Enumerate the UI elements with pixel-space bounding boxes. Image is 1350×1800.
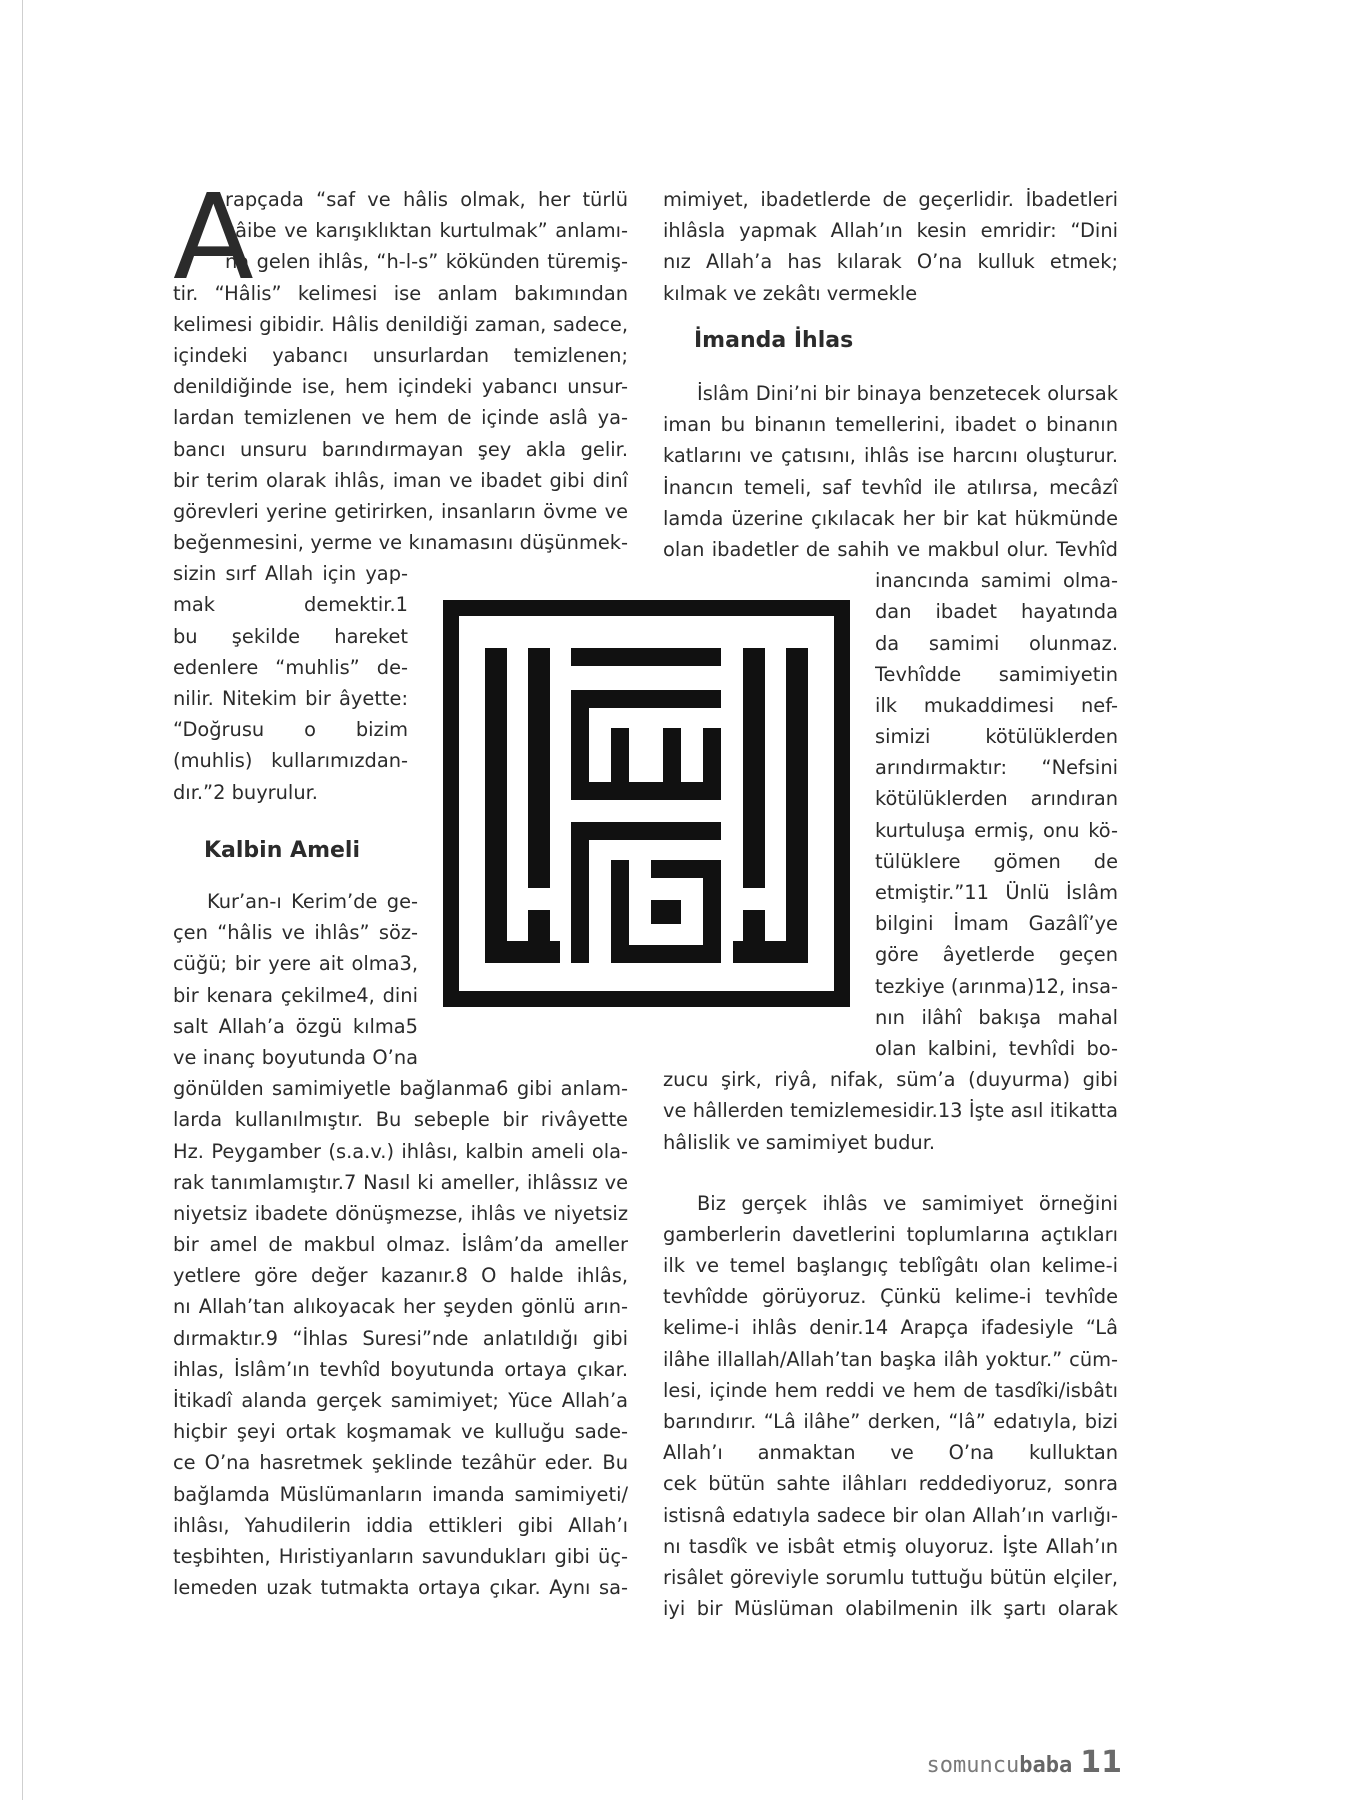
footer [927,1745,1122,1780]
text-line: Hz. Peygamber (s.a.v.) ihlâsı, kalbin ameli ola- [173,1139,628,1163]
text-line: ilk ve temel başlangıç teblîgâtı olan kelime-i [663,1254,1118,1278]
text-line: iyi bir Müslüman olabilmenin ilk şartı olarak [663,1597,1118,1621]
text-line: na gelen ihlâs, “h-l-s” kökünden türemiş- [225,250,628,274]
text-line: tezkiye (arınma)12, insa- [875,974,1118,998]
text-line: kılmak ve zekâtı vermekle [663,281,918,305]
text-line: nı tasdîk ve isbât etmiş oluyoruz. İşte Allah’ın [663,1534,1118,1558]
text-line: ihlas, İslâm’ın tevhîd boyutunda ortaya çıkar. [173,1357,628,1381]
text-line: teşbihten, Hıristiyanların savundukları gibi üç- [173,1544,628,1568]
text-line: nı Allah’tan alıkoyacak her şeyden gönlü arın- [173,1295,628,1319]
text-line: mak demektir.1 [173,593,408,617]
text-line: bu şekilde hareket [173,624,408,648]
text-line: olan ibadetler de sahih ve makbul olur. Tevhîd [663,537,1118,561]
text-line: dırmaktır.9 “İhlas Suresi”nde anlatıldığı gibi [173,1326,628,1350]
text-line: cüğü; bir yere ait olma3, [173,952,418,976]
text-line: arındırmaktır: “Nefsini [875,756,1118,780]
text-line: istisnâ edatıyla sadece bir olan Allah’ın varlığı- [663,1503,1118,1527]
text-line: Tevhîdde samimiyetin [875,662,1118,686]
text-line: lemeden uzak tutmakta ortaya çıkar. Aynı sa- [173,1576,628,1600]
page-number: 11 [1080,1745,1122,1780]
text-line: içindeki yabancı unsurlardan temizlenen; [173,343,628,367]
text-line: etmiştir.”11 Ünlü İslâm [875,881,1118,904]
text-line: larda kullanılmıştır. Bu sebeple bir rivâyette [173,1108,628,1132]
text-line: bir amel de makbul olmaz. İslâm’da ameller [173,1233,628,1257]
text-line: rak tanımlamıştır.7 Nasıl ki ameller, ihlâssız ve [173,1170,628,1194]
text-line: nilir. Nitekim bir âyette: [173,687,408,710]
text-line: cek bütün sahte ilâhları reddediyoruz, sonra [663,1472,1118,1496]
text-line: kötülüklerden arındıran [875,787,1118,811]
text-line: çen “hâlis ve ihlâs” söz- [173,921,418,945]
text-line: ihlâsla yapmak Allah’ın kesin emridir: “Dini [663,219,1118,243]
text-line: lamda üzerine çıkılacak her bir kat hükmünde [663,506,1118,530]
text-line: Kur’an-ı Kerim’de ge- [207,890,418,913]
kufic-calligraphy-icon [443,600,850,1007]
text-line: da samimi olunmaz. [875,631,1118,655]
page-edge-rule [22,0,23,1800]
text-line: rapçada “saf ve hâlis olmak, her türlü [225,188,628,211]
text-line: kurtuluşa ermiş, onu kö- [875,818,1118,842]
text-line: tülüklere gömen de [875,849,1118,873]
text-line: kelime-i ihlâs denir.14 Arapça ifadesiyle “Lâ [663,1316,1118,1340]
text-line: İnancın temeli, saf tevhîd ile atılırsa, mecâzî [663,475,1118,499]
text-line: niyetsiz ibadete dönüşmezse, ihlâs ve niyetsiz [173,1201,628,1225]
text-line: İtikadî alanda gerçek samimiyet; Yüce Allah’a [173,1389,628,1412]
text-line: tir. “Hâlis” kelimesi ise anlam bakımından [173,281,628,305]
text-line: gönülden samimiyetle bağlanma6 gibi anlam- [173,1077,628,1101]
text-line: göre âyetlerde geçen [875,943,1118,967]
text-line: Biz gerçek ihlâs ve samimiyet örneğini [697,1191,1118,1215]
text-line: ihlâsı, Yahudilerin iddia ettikleri gibi Allah’ı [173,1513,628,1537]
text-line: dır.”2 buyrulur. [173,780,318,804]
text-line: tevhîdde görüyoruz. Çünkü kelime-i tevhîde [663,1285,1118,1309]
heading-kalbin-ameli: Kalbin Ameli [204,838,360,863]
text-line: bağlamda Müslümanların imanda samimiyeti/ [173,1482,628,1506]
brand-logo: somuncubaba [926,1753,1073,1778]
text-line: kelimesi gibidir. Hâlis denildiği zaman, sadece, [173,312,628,336]
text-line: mimiyet, ibadetlerde de geçerlidir. İbadetleri [663,188,1118,211]
text-line: ilâhe illallah/Allah’tan başka ilâh yoktur.” cüm- [663,1347,1118,1371]
text-line: katlarını ve çatısını, ihlâs ise harcını oluşturur. [663,444,1118,468]
text-line: risâlet göreviyle sorumlu tuttuğu bütün elçiler, [663,1565,1118,1589]
text-line: yetlere göre değer kazanır.8 O halde ihlâs, [173,1264,628,1288]
text-line: “Doğrusu o bizim [173,718,408,742]
text-line: ve inanç boyutunda O’na [173,1045,418,1069]
text-line: zucu şirk, riyâ, nifak, süm’a (duyurma) gibi [663,1068,1118,1092]
dropcap: A [173,168,254,306]
text-line: lesi, içinde hem reddi ve hem de tasdîki/isbâtı [663,1378,1118,1402]
text-line: bir terim olarak ihlâs, iman ve ibadet gibi dinî [173,468,628,492]
text-line: simizi kötülüklerden [875,725,1118,749]
text-line: görevleri yerine getirirken, insanların övme ve [173,499,628,523]
right-column [663,184,1118,309]
text-line: nın ilâhî bakışa mahal [875,1005,1118,1029]
text-line: bilgini İmam Gazâlî’ye [875,912,1118,936]
text-line: Allah’ı anmaktan ve O’na kulluktan [663,1441,1118,1465]
text-line: sizin sırf Allah için yap- [173,562,408,586]
text-line: gamberlerin davetlerini toplumlarına açtıkları [663,1222,1118,1246]
text-line: dan ibadet hayatında [875,600,1118,624]
text-line: şâibe ve karışıklıktan kurtulmak” anlamı- [225,219,628,243]
text-line: hiçbir şeyi ortak koşmamak ve kulluğu sade- [173,1420,628,1444]
text-line: barındırır. “Lâ ilâhe” derken, “lâ” edatıyla, bizi [663,1410,1118,1433]
text-line: lardan temizlenen ve hem de içinde aslâ ya- [173,406,628,430]
text-line: beğenmesini, yerme ve kınamasını düşünmek- [173,531,628,555]
text-line: edenlere “muhlis” de- [173,655,408,679]
text-line: bir kenara çekilme4, dini [173,983,418,1007]
text-line: ce O’na hasretmek şeklinde tezâhür eder. Bu [173,1451,628,1475]
text-line: salt Allah’a özgü kılma5 [173,1014,418,1038]
text-line: ve hâllerden temizlemesidir.13 İşte asıl itikatta [663,1099,1118,1123]
text-line: denildiğinde ise, hem içindeki yabancı unsur- [173,375,628,399]
text-line: bancı unsuru barındırmayan şey akla gelir. [173,437,628,461]
text-line: nız Allah’a has kılarak O’na kulluk etmek; [663,250,1118,274]
text-line: inancında samimi olma- [875,569,1118,593]
text-line: iman bu binanın temellerini, ibadet o binanın [663,413,1118,437]
text-line: ilk mukaddimesi nef- [875,693,1118,717]
text-line: hâlislik ve samimiyet budur. [663,1130,936,1154]
text-line: İslâm Dini’ni bir binaya benzetecek olursak [697,382,1118,405]
text-line: (muhlis) kullarımızdan- [173,749,408,773]
heading-imanda-ihlas: İmanda İhlas [694,328,854,353]
text-line: olan kalbini, tevhîdi bo- [875,1036,1118,1060]
